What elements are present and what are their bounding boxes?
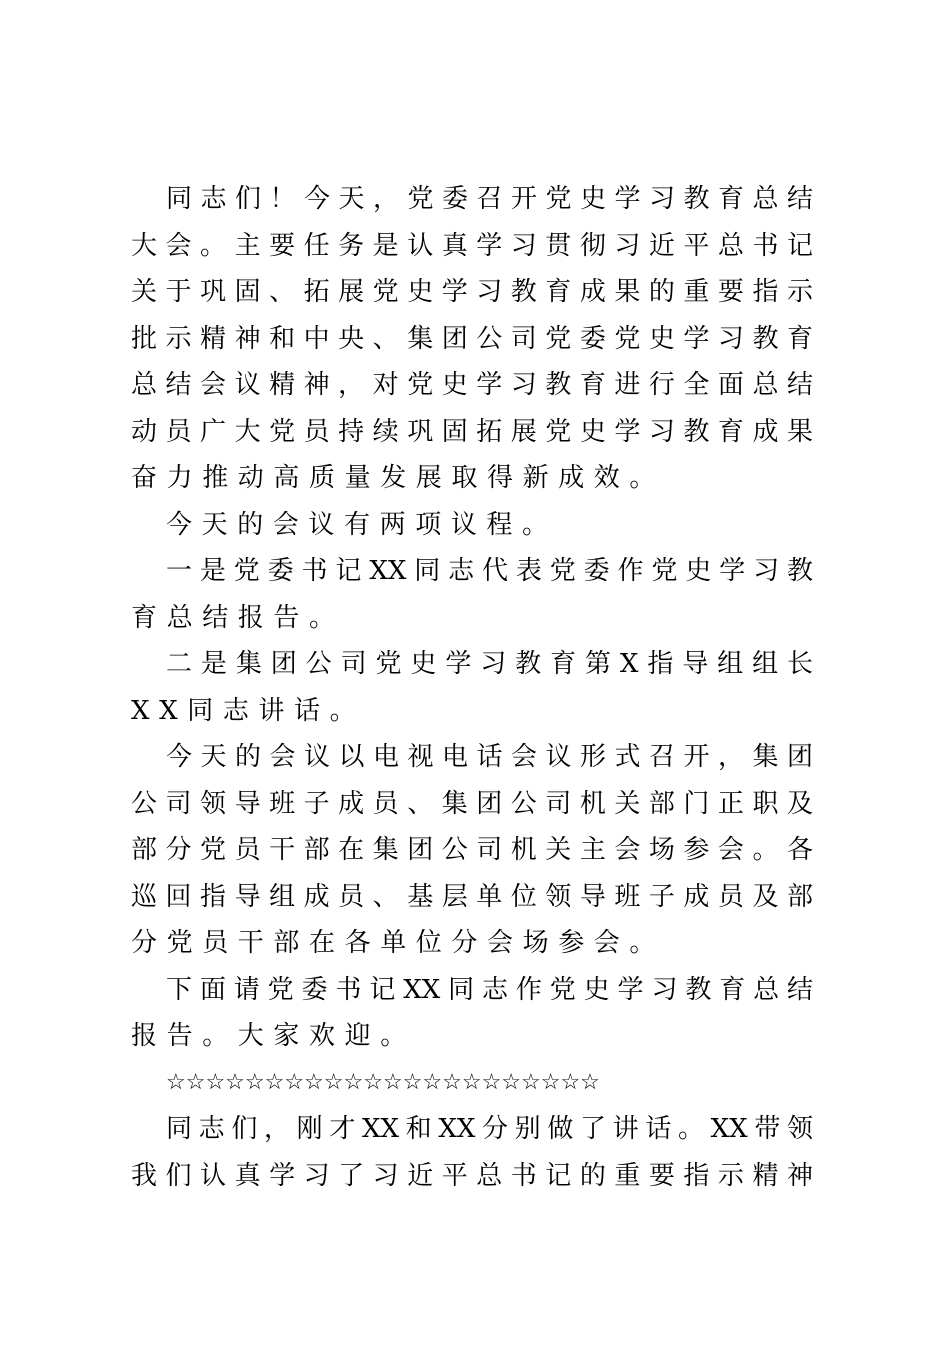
paragraph-line: 批示精神和中央、集团公司党委党史学习教育 <box>131 323 813 354</box>
paragraph-line: 今天的会议以电视电话会议形式召开，集团 <box>166 742 813 772</box>
paragraph-line: 关于巩固、拓展党史学习教育成果的重要指示 <box>131 277 813 307</box>
paragraph-line: 报告。大家欢迎。 <box>131 1021 416 1051</box>
agenda-item-line: XX同志讲话。 <box>131 695 366 726</box>
agenda-item-line: 育总结报告。 <box>131 602 345 633</box>
paragraph-line: 大会。主要任务是认真学习贯彻习近平总书记 <box>131 230 813 261</box>
paragraph-line: 同志们！今天，党委召开党史学习教育总结 <box>166 184 813 214</box>
agenda-item-line: 二是集团公司党史学习教育第X指导组组长 <box>166 649 813 679</box>
agenda-item-line: 一是党委书记XX同志代表党委作党史学习教 <box>166 556 813 586</box>
paragraph-line: 我们认真学习了习近平总书记的重要指示精神 <box>131 1160 813 1191</box>
paragraph-line: 总结会议精神，对党史学习教育进行全面总结 <box>131 370 813 400</box>
star-separator: ☆☆☆☆☆☆☆☆☆☆☆☆☆☆☆☆☆☆☆☆☆☆ <box>166 1069 600 1095</box>
agenda-intro-line: 今天的会议有两项议程。 <box>166 509 558 540</box>
paragraph-line: 分党员干部在各单位分会场参会。 <box>131 928 666 958</box>
paragraph-line: 部分党员干部在集团公司机关主会场参会。各 <box>131 835 813 865</box>
paragraph-line: 奋力推动高质量发展取得新成效。 <box>131 463 666 493</box>
document-body <box>131 176 813 1199</box>
paragraph-line: 动员广大党员持续巩固拓展党史学习教育成果 <box>131 416 813 447</box>
paragraph-line: 巡回指导组成员、基层单位领导班子成员及部 <box>131 881 813 912</box>
paragraph-line: 同志们，刚才XX和XX分别做了讲话。XX带领 <box>166 1114 813 1144</box>
paragraph-line: 下面请党委书记XX同志作党史学习教育总结 <box>166 974 813 1005</box>
paragraph-line: 公司领导班子成员、集团公司机关部门正职及 <box>131 788 813 819</box>
